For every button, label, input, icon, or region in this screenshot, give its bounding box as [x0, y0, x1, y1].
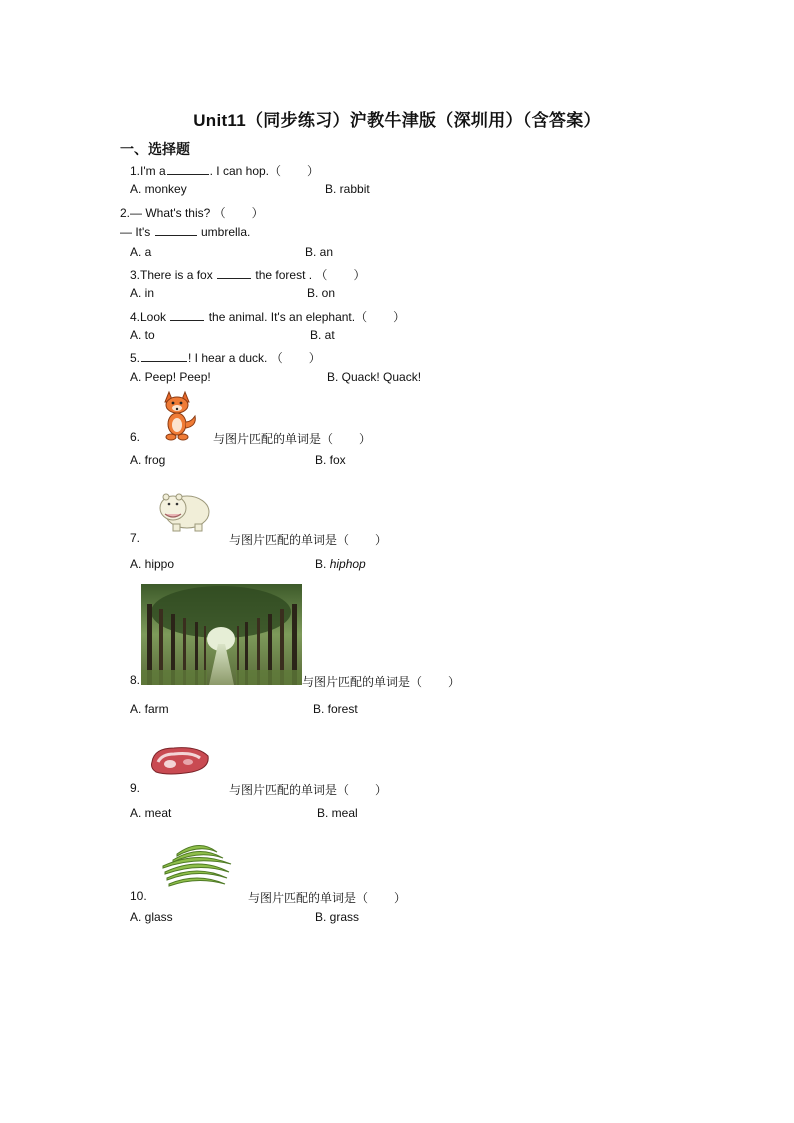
q2-option-b: B. an — [305, 245, 334, 259]
q4-option-b: B. at — [310, 328, 335, 342]
q7-option-b: B. hiphop — [315, 557, 366, 571]
meat-picture — [148, 742, 212, 778]
section-heading: 一、选择题 — [120, 141, 190, 157]
q1-option-b: B. rabbit — [325, 182, 370, 196]
fox-picture — [157, 388, 199, 442]
question-6-number: 6. — [130, 430, 141, 444]
q2-option-a: A. a — [130, 245, 152, 259]
q4-option-a: A. to — [130, 328, 155, 342]
question-6: 与图片匹配的单词是（ ） — [213, 432, 372, 446]
question-5: 5. ! I hear a duck. （ ） — [130, 351, 321, 365]
q1-option-a: A. monkey — [130, 182, 187, 196]
q9-option-b: B. meal — [317, 806, 358, 820]
q10-option-b: B. grass — [315, 910, 360, 924]
answer-blank — [217, 267, 251, 279]
q7-option-a: A. hippo — [130, 557, 175, 571]
question-7: 与图片匹配的单词是（ ） — [229, 533, 388, 547]
q5-option-a: A. Peep! Peep! — [130, 370, 211, 384]
answer-blank — [170, 309, 204, 321]
answer-blank — [155, 224, 197, 236]
q10-option-a: A. glass — [130, 910, 173, 924]
q8-option-b: B. forest — [313, 702, 358, 716]
q5-option-b: B. Quack! Quack! — [327, 370, 422, 384]
page-title: Unit11（同步练习）沪教牛津版（深圳用）（含答案） — [193, 111, 601, 130]
q6-option-a: A. frog — [130, 453, 166, 467]
q6-option-b: B. fox — [315, 453, 346, 467]
question-1: 1.I'm a . I can hop.（ ） — [130, 164, 320, 178]
question-10: 与图片匹配的单词是（ ） — [248, 891, 407, 905]
q9-option-a: A. meat — [130, 806, 172, 820]
answer-blank — [141, 350, 187, 362]
q3-option-b: B. on — [307, 286, 336, 300]
q3-option-a: A. in — [130, 286, 155, 300]
question-3: 3.There is a fox the forest . （ ） — [130, 268, 366, 282]
question-10-number: 10. — [130, 889, 147, 903]
grass-picture — [159, 836, 235, 890]
forest-picture — [141, 584, 302, 685]
question-2-line-2: — It's umbrella. — [120, 225, 251, 239]
question-8: 与图片匹配的单词是（ ） — [302, 675, 461, 689]
answer-blank — [167, 163, 209, 175]
question-7-number: 7. — [130, 531, 141, 545]
hippo-picture — [157, 486, 211, 532]
question-2: 2.— What's this? （ ） — [120, 206, 264, 220]
question-9: 与图片匹配的单词是（ ） — [229, 783, 388, 797]
question-9-number: 9. — [130, 781, 141, 795]
question-4: 4.Look the animal. It's an elephant.（ ） — [130, 310, 406, 324]
question-8-number: 8. — [130, 673, 141, 687]
q8-option-a: A. farm — [130, 702, 169, 716]
